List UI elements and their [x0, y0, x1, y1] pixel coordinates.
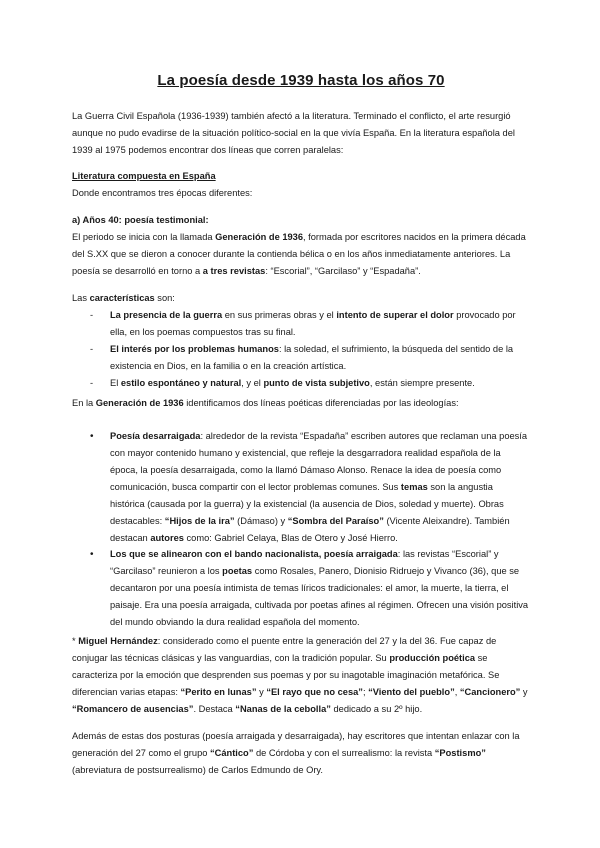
text-bold: “Nanas de la cebolla” [235, 704, 331, 714]
characteristics [72, 290, 530, 392]
text-bold: intento de superar el dolor [336, 310, 454, 320]
page-title: La poesía desde 1939 hasta los años 70 [157, 72, 445, 89]
text: : la soledad, el sufrimiento, la búsqueda del sentido de la existencia en Dios, en la familia o en la creación artística. [110, 344, 514, 371]
text: (Vicente Aleixandre). También destacan [110, 516, 510, 543]
text: dedicado a su 2º hijo. [330, 704, 423, 714]
text-bold: Generación de 1936 [215, 232, 304, 242]
gen36-paragraph [72, 395, 530, 412]
poetic-lines-list [72, 428, 530, 547]
text-bold: “Romancero de ausencias” [72, 704, 194, 714]
text: identificamos dos líneas poéticas diferenciadas por las ideologías: [183, 398, 459, 408]
text-bold: poetas [222, 566, 253, 576]
text-bold: estilo espontáneo y natural [120, 378, 242, 388]
list-item [72, 307, 530, 341]
miguel-hernandez-paragraph [72, 633, 530, 718]
text: y [520, 687, 528, 697]
text: son la angustia histórica (causada por la guerra) y la existencial (la ausencia de Dios, soledad y muerte). Obras destacables: [110, 482, 504, 526]
list-item-arraigada [72, 546, 530, 631]
text: , formada por escritores nacidos en la primera década del S.XX que se dieron a conocer durante la contienda bélica o en los años inmediatamente anteriores. La poesía se desarrolló en torno a [72, 232, 526, 276]
section-heading: Literatura compuesta en España [72, 171, 216, 181]
text-bold: Miguel Hernández [78, 636, 158, 646]
text: se caracteriza por la emoción que desprenden sus poemas y por su inagotable imaginación metafórica. Se diferencian varias etapas: [72, 653, 500, 697]
poetic-lines-2 [72, 546, 530, 631]
text: Además de estas dos posturas (poesía arraigada y desarraigada), hay escritores que intentan enlazar con la generación del 27 como el grupo [72, 731, 520, 758]
text-bold: “Cántico” [210, 748, 254, 758]
text-bold: “Cancionero” [459, 687, 521, 697]
list-item [72, 375, 530, 392]
text-bold: características [89, 293, 155, 303]
text: , están siempre presente. [369, 378, 475, 388]
text: como: Gabriel Celaya, Blas de Otero y José Hierro. [183, 533, 398, 543]
text-bold: autores [150, 533, 184, 543]
text: ; [362, 687, 369, 697]
epoch-paragraph [72, 229, 530, 280]
text-bold: producción poética [389, 653, 476, 663]
cantico-paragraph [72, 728, 530, 779]
text-bold: “Sombra del Paraíso” [287, 516, 384, 526]
text: : “Escorial”, “Garcilaso” y “Espadaña”. [265, 266, 421, 276]
characteristics-intro [72, 290, 530, 307]
epoch-heading: a) Años 40: poesía testimonial: [72, 215, 209, 225]
poetic-lines-list-2 [72, 546, 530, 631]
section-subtitle: Donde encontramos tres épocas diferentes: [72, 188, 253, 198]
poetic-lines [72, 428, 530, 547]
text: son: [154, 293, 175, 303]
intro-paragraph: La Guerra Civil Española (1936-1939) también afectó a la literatura. Terminado el conflicto, el arte resurgió aunque no pudo evadirse de la situación político-social en la que vivía España. En la literatura española del 1939 al 1975 podemos encontrar dos líneas que corren paralelas: [72, 111, 515, 155]
text-bold: temas [400, 482, 428, 492]
text-bold: a tres revistas [202, 266, 266, 276]
text-bold: Los que se alinearon con el bando nacionalista, poesía arraigada [110, 549, 398, 559]
text: como Rosales, Panero, Dionisio Ridruejo y Vivanco (36), que se decantaron por una poesía intimista de temas líricos tradicionales: el amor, la muerte, la tierra, el paisaje. Era una poesía arraigada, cultivada por poetas afines al régimen. Ofrecen una visión positiva del mundo obviando la dura realidad española del momento. [110, 566, 529, 627]
list-item [72, 341, 530, 375]
text-bold: “Perito en lunas” [180, 687, 257, 697]
text: : alrededor de la revista “Espadaña” escriben autores que reclaman una poesía con mayor contenido humano y existencial, que refleje la desgarradora realidad española de la época, la poesía desarraigada, como la llamó Dámaso Alonso. Renace la idea de poesía como comunicación, busca compartir con el lector problemas comunes. Sus [110, 431, 528, 492]
text: : considerado como el puente entre la generación del 27 y la del 36. Fue capaz de conjugar las técnicas clásicas y las vanguardias, con la tradición popular. Su [72, 636, 497, 663]
text-bold: El interés por los problemas humanos [110, 344, 279, 354]
text-bold: “Viento del pueblo” [368, 687, 455, 697]
list-item-desarraigada [72, 428, 530, 547]
text: (Dámaso) y [234, 516, 288, 526]
text: provocado por ella, en los poemas compuestos tras su final. [110, 310, 516, 337]
text: . Destaca [193, 704, 236, 714]
section-literatura-espana [72, 168, 530, 202]
epoch-anos-40 [72, 212, 530, 280]
text: * [72, 636, 79, 646]
text-bold: Poesía desarraigada [110, 431, 201, 441]
text: , y el [241, 378, 264, 388]
text-bold: Generación de 1936 [95, 398, 184, 408]
text: y [256, 687, 267, 697]
text-bold: “Hijos de la ira” [164, 516, 235, 526]
text-bold: punto de vista subjetivo [263, 378, 370, 388]
text: En la [72, 398, 96, 408]
text-bold: “El rayo que no cesa” [266, 687, 363, 697]
text: El [110, 378, 121, 388]
text: : las revistas “Escorial” y “Garcilaso” reunieron a los [110, 549, 499, 576]
text: en sus primeras obras y el [222, 310, 337, 320]
text-bold: “Postismo” [434, 748, 486, 758]
text-bold: La presencia de la guerra [110, 310, 223, 320]
text: El periodo se inicia con la llamada [72, 232, 216, 242]
text: , [454, 687, 460, 697]
text: de Córdoba y con el surrealismo: la revista [253, 748, 435, 758]
text: (abreviatura de postsurrealismo) de Carlos Edmundo de Ory. [72, 765, 323, 775]
characteristics-list [72, 307, 530, 392]
text: Las [72, 293, 90, 303]
